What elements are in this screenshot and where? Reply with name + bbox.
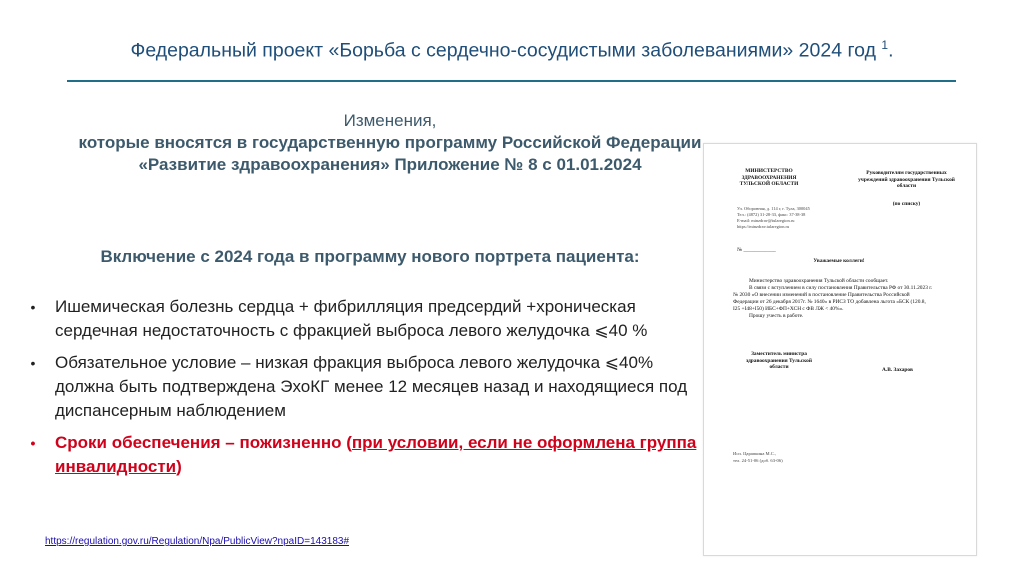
- disability-condition-text: при условии, если не оформлена группа инвалидности: [55, 433, 697, 476]
- source-link[interactable]: https://regulation.gov.ru/Regulation/Npa/PublicView?npaID=143183#: [45, 536, 350, 547]
- letter-addressee-line: Руководителям государственных: [866, 170, 947, 176]
- letter-body-line: № 2030 «О внесении изменений в постановление Правительства Российской: [733, 292, 910, 298]
- criterion-text: Обязательное условие – низкая фракция выброса левого желудочка ⩽40% должна быть подтверждена ЭхоКГ менее 12 месяцев назад и находящиеся под диспансерным наблюдением: [55, 353, 688, 420]
- criteria-list: [22, 295, 702, 487]
- letter-greeting: Уважаемые коллеги!: [813, 258, 865, 264]
- list-item: [22, 431, 702, 479]
- bullet-icon: •: [30, 435, 36, 451]
- letter-body-line: Федерации от 26 декабря 2017г. № 1640» в РИСЗ ТО добавлена льгота «БСК (120.8,: [733, 299, 926, 305]
- duration-text: Сроки обеспечения – пожизненно (: [55, 433, 352, 452]
- slide-title: [0, 38, 1024, 63]
- letter-body-line: В связи с вступлением в силу постановления Правительства РФ от 30.11.2023 г.: [749, 285, 933, 291]
- ministry-letter-image: [703, 143, 977, 556]
- letter-address-line: https://minzdrav.tularegion.ru: [737, 224, 790, 229]
- letter-address-line: E-mail: minzdrav@tularegion.ru: [737, 218, 795, 223]
- letter-org-line: ЗДРАВООХРАНЕНИЯ: [741, 174, 797, 181]
- letter-signer-title-line: здравоохранения Тульской: [746, 357, 812, 364]
- title-period: .: [888, 39, 894, 62]
- letter-signer-title-line: Заместитель министра: [751, 351, 807, 357]
- bullet-icon: •: [30, 355, 36, 371]
- letter-by-list: (по списку): [892, 201, 921, 207]
- letter-address-line: Тел.: (4872) 31-28-33, факс: 37-38-38: [737, 212, 806, 217]
- title-divider: [67, 80, 956, 82]
- changes-heading-line1: Изменения,: [343, 111, 437, 130]
- letter-org-line: МИНИСТЕРСТВО: [745, 168, 793, 174]
- letter-body-line: I25 +I48+I50) ИБС+ФП+ХСН с ФВ ЛЖ < 40%».: [733, 306, 844, 312]
- letter-addressee-line: учреждений здравоохранения Тульской: [858, 176, 955, 183]
- letter-executor-line: тел. 24-51-06 (доб. 63-06): [733, 458, 783, 463]
- changes-heading: [40, 110, 740, 176]
- patient-portrait-subheading: Включение с 2024 года в программу нового портрета пациента:: [100, 247, 640, 266]
- letter-addressee-line: области: [896, 183, 917, 190]
- footnote-marker: 1: [881, 38, 889, 52]
- letter-org-line: ТУЛЬСКОЙ ОБЛАСТИ: [739, 181, 799, 188]
- criterion-text: Ишемическая болезнь сердца + фибрилляция предсердий +хроническая сердечная недостаточность с фракцией выброса левого желудочка ⩽40 %: [55, 297, 648, 340]
- letter-number-line: № ____________: [737, 247, 776, 253]
- slide-title-text: Федеральный проект «Борьба с сердечно-сосудистыми заболеваниями» 2024 год: [130, 39, 876, 62]
- letter-body-line: Министерство здравоохранения Тульской области сообщает.: [749, 278, 889, 284]
- letter-signer-title-line: области: [769, 364, 789, 371]
- letter-signer-name: А.В. Захаров: [882, 367, 913, 373]
- letter-address-line: Ул. Оборонная, д. 114 г, г. Тула, 300045: [737, 206, 810, 211]
- letter-executor-line: Исп. Царапкина М.С.,: [733, 451, 777, 456]
- list-item: [22, 295, 702, 343]
- changes-heading-text: которые вносятся в государственную программу Российской Федерации «Развитие здравоохранения» Приложение № 8 с 01.01.2024: [78, 133, 702, 174]
- letter-body-line: Прошу учесть в работе.: [749, 313, 804, 319]
- duration-text-close: ): [176, 457, 182, 476]
- list-item: [22, 351, 702, 423]
- bullet-icon: •: [30, 299, 36, 315]
